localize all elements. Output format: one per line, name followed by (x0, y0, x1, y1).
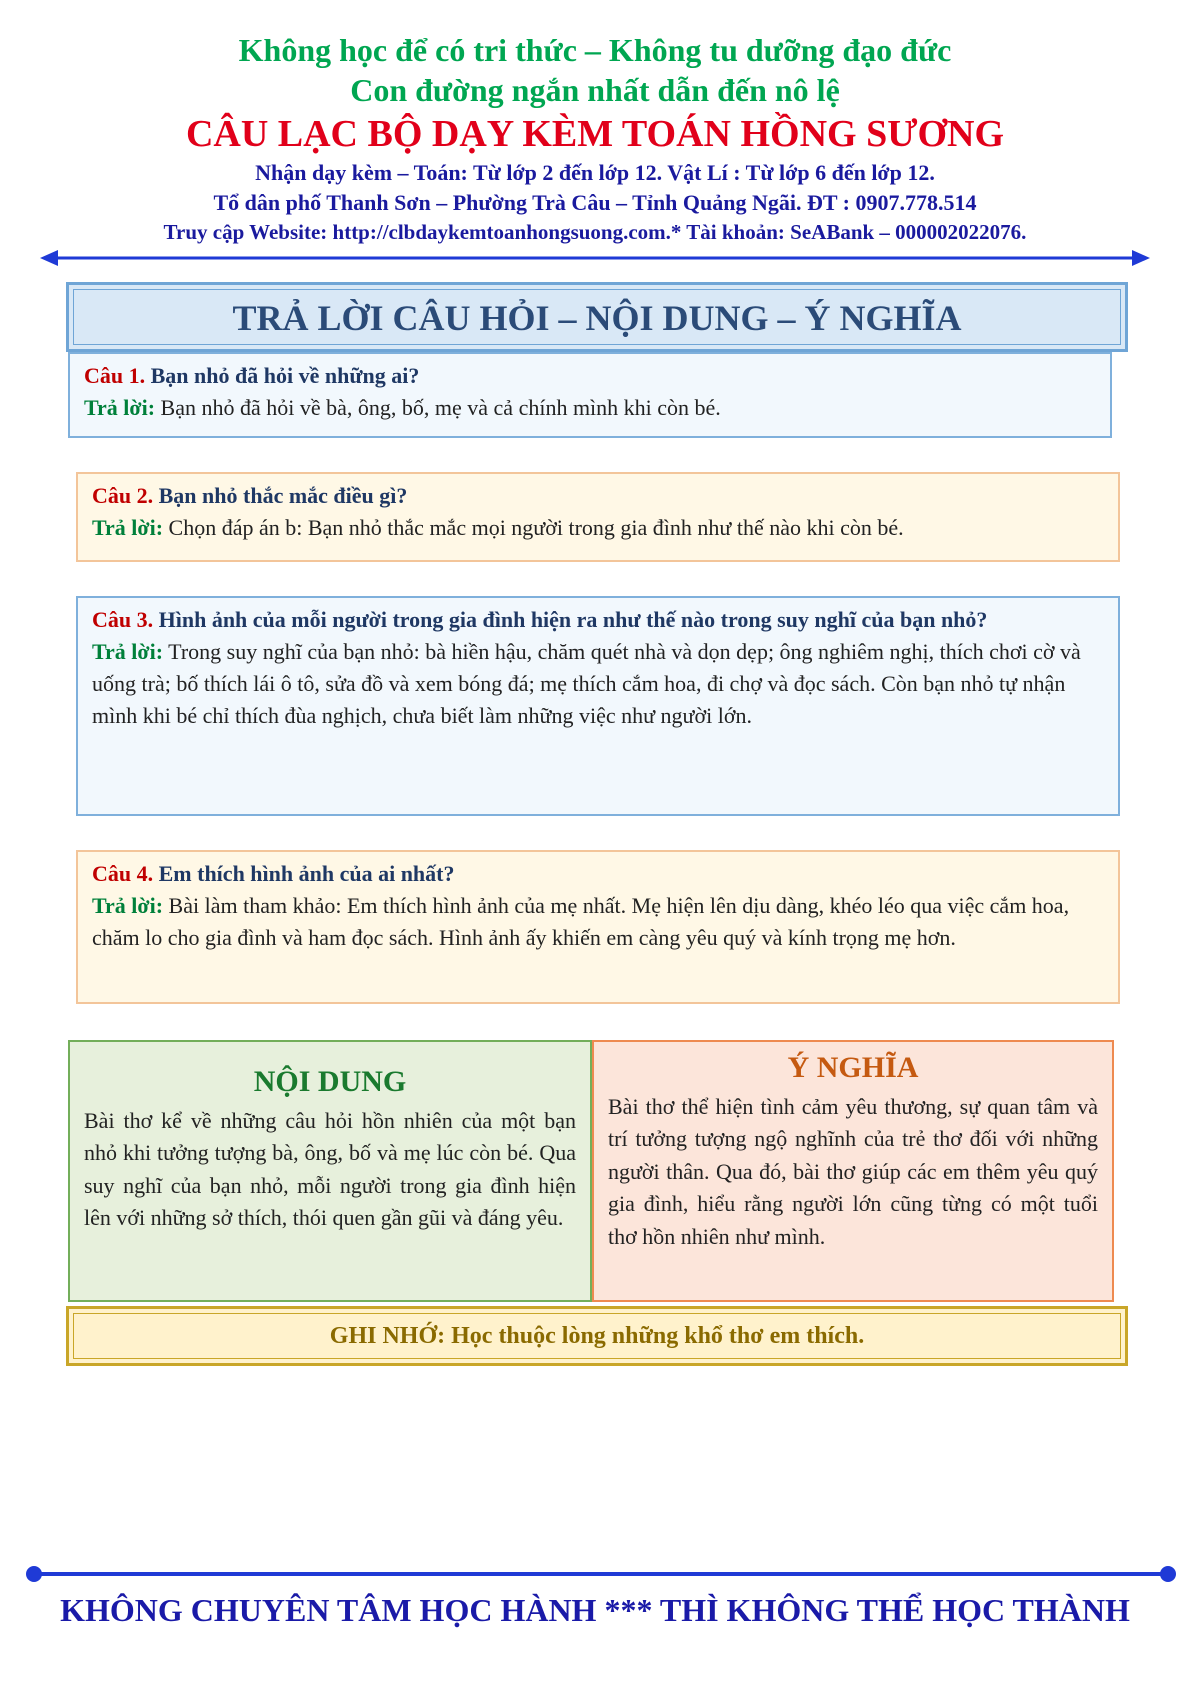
footer-divider (34, 1572, 1168, 1576)
question-card-4 (76, 850, 1120, 1004)
answer-text: Bạn nhỏ đã hỏi về bà, ông, bố, mẹ và cả chính mình khi còn bé. (160, 395, 721, 420)
answer-text: Trong suy nghĩ của bạn nhỏ: bà hiền hậu, chăm quét nhà và dọn dẹp; ông nghiêm nghị, thích chơi cờ và uống trà; bố thích lái ô tô, sửa đồ và xem bóng đá; mẹ thích cắm hoa, đi chợ và đọc sách. Còn bạn nhỏ tự nhận mình khi bé chỉ thích đùa nghịch, chưa biết làm những việc như người lớn. (92, 639, 1081, 728)
double-arrow-icon (40, 248, 1150, 268)
question-card-3 (76, 596, 1120, 816)
divider-dot-right (1160, 1566, 1176, 1582)
answer-label: Trả lời: (92, 515, 164, 540)
answer-text: Chọn đáp án b: Bạn nhỏ thắc mắc mọi người trong gia đình như thế nào khi còn bé. (168, 515, 904, 540)
content-text: Bài thơ kể về những câu hỏi hồn nhiên của một bạn nhỏ khi tưởng tượng bà, ông, bố và mẹ lúc còn bé. Qua suy nghĩ của bạn nhỏ, mỗi người trong gia đình hiện lên với những sở thích, thói quen gần gũi và đáng yêu. (84, 1107, 576, 1230)
question-label: Câu 3. (92, 607, 154, 632)
meaning-heading: Ý NGHĨA (787, 1051, 919, 1084)
question-text: Em thích hình ảnh của ai nhất? (158, 861, 455, 886)
question-text: Bạn nhỏ đã hỏi về những ai? (150, 363, 420, 388)
divider-dot-left (26, 1566, 42, 1582)
info-line-3: Truy cập Website: http://clbdaykemtoanhongsuong.com.* Tài khoản: SeABank – 000002022076. (163, 220, 1027, 244)
answer-label: Trả lời: (84, 395, 156, 420)
section-title: TRẢ LỜI CÂU HỎI – NỘI DUNG – Ý NGHĨA (232, 298, 962, 338)
info-line-2: Tổ dân phố Thanh Sơn – Phường Trà Câu – Tỉnh Quảng Ngãi. ĐT : 0907.778.514 (213, 190, 977, 215)
content-heading: NỘI DUNG (253, 1065, 407, 1098)
answer-label: Trả lời: (92, 893, 164, 918)
question-card-2 (76, 472, 1120, 562)
club-name: CÂU LẠC BỘ DẠY KÈM TOÁN HỒNG SƯƠNG (185, 113, 1005, 155)
question-text: Hình ảnh của mỗi người trong gia đình hiện ra như thế nào trong suy nghĩ của bạn nhỏ? (158, 607, 988, 632)
meaning-text: Bài thơ thể hiện tình cảm yêu thương, sự quan tâm và trí tưởng tượng ngộ nghĩnh của trẻ thơ đối với những người thân. Qua đó, bài thơ giúp các em thêm yêu quý gia đình, hiểu rằng người lớn cũng từng có một tuổi thơ hồn nhiên như mình. (608, 1093, 1098, 1249)
memo-text: GHI NHỚ: Học thuộc lòng những khổ thơ em thích. (329, 1323, 865, 1349)
answer-label: Trả lời: (92, 639, 164, 664)
question-label: Câu 4. (92, 861, 154, 886)
question-label: Câu 1. (84, 363, 146, 388)
question-label: Câu 2. (92, 483, 154, 508)
section-title-box (66, 282, 1128, 352)
footer-motto: KHÔNG CHUYÊN TÂM HỌC HÀNH *** THÌ KHÔNG THỂ HỌC THÀNH (60, 1592, 1130, 1628)
memo-box (66, 1306, 1128, 1366)
question-text: Bạn nhỏ thắc mắc điều gì? (158, 483, 408, 508)
content-panel (68, 1040, 592, 1302)
question-card-1 (68, 352, 1112, 438)
motto-line-2: Con đường ngắn nhất dẫn đến nô lệ (350, 72, 840, 108)
info-line-1: Nhận dạy kèm – Toán: Từ lớp 2 đến lớp 12. Vật Lí : Từ lớp 6 đến lớp 12. (255, 160, 935, 185)
motto-line-1: Không học để có tri thức – Không tu dưỡng đạo đức (238, 32, 952, 68)
meaning-panel (592, 1040, 1114, 1302)
answer-text: Bài làm tham khảo: Em thích hình ảnh của mẹ nhất. Mẹ hiện lên dịu dàng, khéo léo qua việc cắm hoa, chăm lo cho gia đình và ham đọc sách. Hình ảnh ấy khiến em càng yêu quý và kính trọng mẹ hơn. (92, 893, 1070, 950)
